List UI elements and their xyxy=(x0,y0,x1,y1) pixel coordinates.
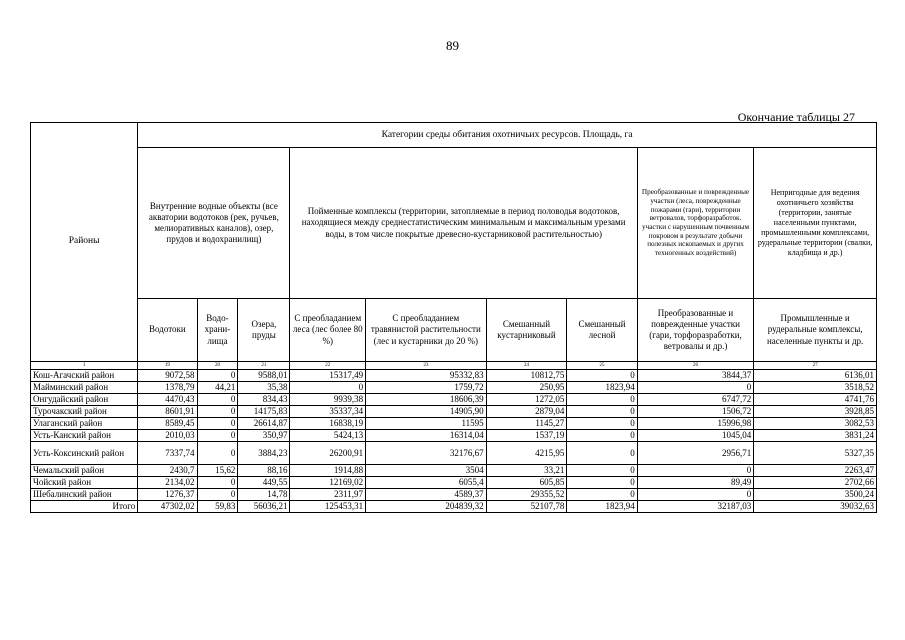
table-cell: 14,78 xyxy=(238,489,290,501)
table-cell: 3928,85 xyxy=(754,406,877,418)
table-cell: 3884,23 xyxy=(238,442,290,465)
table-cell: 4741,76 xyxy=(754,394,877,406)
group-unsuitable-areas: Непригодные для ведения охотничьего хозяйства (территории, занятые населенными пунктами, промышленными комплексами, рудеральные территории (свалки, кладбища и др.) xyxy=(754,148,877,299)
total-row xyxy=(31,501,877,513)
table-cell: 1823,94 xyxy=(567,382,637,394)
table-cell: 88,16 xyxy=(238,465,290,477)
col-number: 20 xyxy=(197,362,238,370)
table-cell: 8601,91 xyxy=(138,406,197,418)
table-cell: 1272,05 xyxy=(486,394,567,406)
table-row xyxy=(31,394,877,406)
table-cell: 16838,19 xyxy=(290,418,366,430)
subheader-reservoirs: Водо-храни-лища xyxy=(197,299,238,362)
table-cell: 18606,39 xyxy=(366,394,487,406)
table-cell: 449,55 xyxy=(238,477,290,489)
table-cell: 0 xyxy=(567,406,637,418)
total-label: Итого xyxy=(31,501,138,513)
table-row xyxy=(31,370,877,382)
col-number: 27 xyxy=(754,362,877,370)
table-cell: 3518,52 xyxy=(754,382,877,394)
district-name: Усть-Канский район xyxy=(31,430,138,442)
table-row xyxy=(31,430,877,442)
table-row xyxy=(31,382,877,394)
table-cell: 3831,24 xyxy=(754,430,877,442)
table-row xyxy=(31,477,877,489)
table-cell: 32176,67 xyxy=(366,442,487,465)
group-inland-waters: Внутренние водные объекты (все акватории водотоков (рек, ручьев, мелиоративных каналов), озер, прудов и водохранилищ) xyxy=(138,148,290,299)
table-caption: Окончание таблицы 27 xyxy=(737,110,855,124)
table-cell: 26200,91 xyxy=(290,442,366,465)
table-cell: 14175,83 xyxy=(238,406,290,418)
district-name: Турочакский район xyxy=(31,406,138,418)
district-name: Кош-Агачский район xyxy=(31,370,138,382)
table-cell: 3500,24 xyxy=(754,489,877,501)
total-cell: 32187,03 xyxy=(637,501,753,513)
total-cell: 39032,63 xyxy=(754,501,877,513)
table-cell: 3082,53 xyxy=(754,418,877,430)
total-cell: 125453,31 xyxy=(290,501,366,513)
table-cell: 0 xyxy=(197,394,238,406)
table-cell: 1276,37 xyxy=(138,489,197,501)
table-cell: 35337,34 xyxy=(290,406,366,418)
table-row xyxy=(31,489,877,501)
table-cell: 0 xyxy=(567,370,637,382)
group-floodplain-complexes: Пойменные комплексы (территории, затопляемые в период половодья водотоков, находящиеся между среднестатистическим минимальным и максимальным урезами воды, в том числе покрытые древесно-кустарниковой растительностью) xyxy=(290,148,637,299)
districts-header: Районы xyxy=(31,123,138,362)
table-cell: 1378,79 xyxy=(138,382,197,394)
table-cell: 0 xyxy=(567,394,637,406)
table-cell: 1145,27 xyxy=(486,418,567,430)
subheader-transformed-sites: Преобразованные и поврежденные участки (гари, торфоразработки, ветровалы и др.) xyxy=(637,299,753,362)
table-cell: 15,62 xyxy=(197,465,238,477)
subheader-forest-dominated: С преобладанием леса (лес более 80 %) xyxy=(290,299,366,362)
col-number: 26 xyxy=(637,362,753,370)
table-cell: 0 xyxy=(290,382,366,394)
table-cell: 0 xyxy=(567,442,637,465)
table-cell: 29355,52 xyxy=(486,489,567,501)
table-cell: 35,38 xyxy=(238,382,290,394)
district-name: Онгудайский район xyxy=(31,394,138,406)
table-cell: 0 xyxy=(197,477,238,489)
table-cell: 10812,75 xyxy=(486,370,567,382)
table-cell: 2879,04 xyxy=(486,406,567,418)
table-cell: 9939,38 xyxy=(290,394,366,406)
column-numbers-row xyxy=(31,362,877,370)
table-cell: 2311,97 xyxy=(290,489,366,501)
table-cell: 2010,03 xyxy=(138,430,197,442)
table-cell: 5424,13 xyxy=(290,430,366,442)
table-cell: 2430,7 xyxy=(138,465,197,477)
table-cell: 0 xyxy=(197,418,238,430)
table-cell: 0 xyxy=(567,430,637,442)
col-number: 22 xyxy=(290,362,366,370)
table-cell: 2263,47 xyxy=(754,465,877,477)
table-cell: 4215,95 xyxy=(486,442,567,465)
table-cell: 95332,83 xyxy=(366,370,487,382)
district-name: Улаганский район xyxy=(31,418,138,430)
subheader-watercourses: Водотоки xyxy=(138,299,197,362)
table-cell: 89,49 xyxy=(637,477,753,489)
table-cell: 6136,01 xyxy=(754,370,877,382)
table-cell: 0 xyxy=(567,418,637,430)
table-cell: 350,97 xyxy=(238,430,290,442)
table-cell: 1537,19 xyxy=(486,430,567,442)
group-transformed-areas: Преобразованные и поврежденные участки (леса, поврежденные пожарами (гари), территории ветровалов, торфоразработок. участки с нарушенным почвенным покровом в результате добычи полезных ископаемых и других техногенных воздействий) xyxy=(637,148,753,299)
table-cell: 14905,90 xyxy=(366,406,487,418)
table-cell: 6747,72 xyxy=(637,394,753,406)
table-cell: 11595 xyxy=(366,418,487,430)
table-cell: 4470,43 xyxy=(138,394,197,406)
table-cell: 0 xyxy=(567,477,637,489)
table-cell: 26614,87 xyxy=(238,418,290,430)
table-cell: 3844,37 xyxy=(637,370,753,382)
table-cell: 0 xyxy=(637,465,753,477)
table-cell: 0 xyxy=(197,370,238,382)
table-row xyxy=(31,465,877,477)
subheader-mixed-forest: Смешанный лесной xyxy=(567,299,637,362)
subheader-lakes-ponds: Озера, пруды xyxy=(238,299,290,362)
table-cell: 2956,71 xyxy=(637,442,753,465)
col-number: 21 xyxy=(238,362,290,370)
table-cell: 9588,01 xyxy=(238,370,290,382)
col-number: 19 xyxy=(138,362,197,370)
table-cell: 0 xyxy=(567,465,637,477)
table-row xyxy=(31,418,877,430)
table-cell: 0 xyxy=(197,430,238,442)
district-name: Усть-Коксинский район xyxy=(31,442,138,465)
table-cell: 1506,72 xyxy=(637,406,753,418)
table-row xyxy=(31,406,877,418)
table-cell: 8589,45 xyxy=(138,418,197,430)
table-cell: 4589,37 xyxy=(366,489,487,501)
col-number: 24 xyxy=(486,362,567,370)
table-cell: 5327,35 xyxy=(754,442,877,465)
table-cell: 0 xyxy=(637,489,753,501)
table-cell: 3504 xyxy=(366,465,487,477)
table-row xyxy=(31,442,877,465)
total-cell: 59,83 xyxy=(197,501,238,513)
table-cell: 2134,02 xyxy=(138,477,197,489)
table-cell: 15317,49 xyxy=(290,370,366,382)
total-cell: 52107,78 xyxy=(486,501,567,513)
table-cell: 44,21 xyxy=(197,382,238,394)
table-cell: 0 xyxy=(567,489,637,501)
subheader-industrial-settlements: Промышленные и рудеральные комплексы, населенные пункты и др. xyxy=(754,299,877,362)
district-name: Чойский район xyxy=(31,477,138,489)
subheader-mixed-shrub: Смешанный кустарниковый xyxy=(486,299,567,362)
table-cell: 0 xyxy=(197,489,238,501)
total-cell: 1823,94 xyxy=(567,501,637,513)
table-cell: 9072,58 xyxy=(138,370,197,382)
table-cell: 250,95 xyxy=(486,382,567,394)
page-number: 89 xyxy=(446,38,459,53)
table-cell: 0 xyxy=(637,382,753,394)
table-cell: 12169,02 xyxy=(290,477,366,489)
district-name: Шебалинский район xyxy=(31,489,138,501)
table-cell: 15996,98 xyxy=(637,418,753,430)
total-cell: 204839,32 xyxy=(366,501,487,513)
table-cell: 834,43 xyxy=(238,394,290,406)
table-cell: 2702,66 xyxy=(754,477,877,489)
habitat-table xyxy=(30,122,877,513)
district-name: Чемальский район xyxy=(31,465,138,477)
table-cell: 6055,4 xyxy=(366,477,487,489)
total-cell: 47302,02 xyxy=(138,501,197,513)
col-number: 25 xyxy=(567,362,637,370)
table-cell: 0 xyxy=(197,406,238,418)
table-cell: 605,85 xyxy=(486,477,567,489)
table-cell: 0 xyxy=(197,442,238,465)
district-name: Майминский район xyxy=(31,382,138,394)
col-number: 1 xyxy=(31,362,138,370)
col-number: 23 xyxy=(366,362,487,370)
table-cell: 33,21 xyxy=(486,465,567,477)
table-cell: 7337,74 xyxy=(138,442,197,465)
subheader-grass-dominated: С преобладанием травянистой растительности (лес и кустарники до 20 %) xyxy=(366,299,487,362)
category-header: Категории среды обитания охотничьих ресурсов. Площадь, га xyxy=(138,123,877,148)
table-cell: 1914,88 xyxy=(290,465,366,477)
table-cell: 16314,04 xyxy=(366,430,487,442)
total-cell: 56036,21 xyxy=(238,501,290,513)
table-cell: 1045,04 xyxy=(637,430,753,442)
table-cell: 1759,72 xyxy=(366,382,487,394)
